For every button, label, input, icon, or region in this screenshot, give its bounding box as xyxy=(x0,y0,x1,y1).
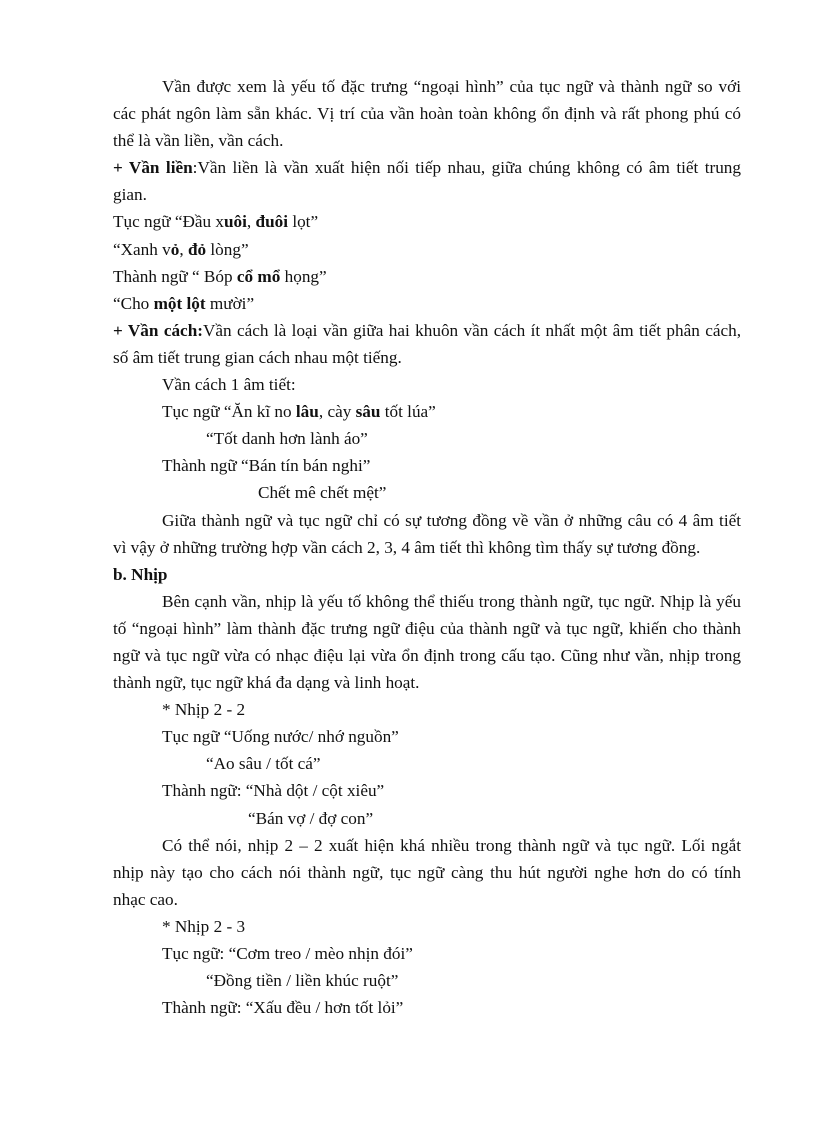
example-line: Thành ngữ: “Nhà dột / cột xiêu” xyxy=(162,781,385,801)
subheading-line: Vần cách 1 âm tiết: xyxy=(162,375,296,395)
example-line: Thành ngữ “Bán tín bán nghi” xyxy=(162,456,371,476)
example-line: Tục ngữ “Uống nước/ nhớ nguồn” xyxy=(162,727,399,747)
paragraph-line: các phát ngôn làm sẵn khác. Vị trí của vần hoàn toàn không ổn định và rất phong phú có xyxy=(113,104,741,124)
van-cach-definition: + Vần cách:Vần cách là loại vần giữa hai khuôn vần cách ít nhất một âm tiết phân cách, xyxy=(113,320,742,340)
example-line: Thành ngữ: “Xấu đều / hơn tốt lỏi” xyxy=(162,998,404,1018)
paragraph-line: nhịp này tạo cho cách nói thành ngữ, tục ngữ càng thu hút người nghe hơn do có tính xyxy=(113,862,741,882)
paragraph-line: thành ngữ, tục ngữ khá đa dạng và linh hoạt. xyxy=(113,673,420,693)
paragraph-line: ngữ và tục ngữ vừa có nhạc điệu lại vừa ổn định trong cấu tạo. Cũng như vần, nhịp trong xyxy=(113,645,741,665)
example-line: “Xanh vỏ, đỏ lòng” xyxy=(113,239,249,259)
example-line: “Cho một lột mười” xyxy=(113,293,255,313)
section-heading: b. Nhịp xyxy=(113,564,168,584)
paragraph-line: số âm tiết trung gian cách nhau một tiếng. xyxy=(113,347,402,367)
example-line: “Ao sâu / tốt cá” xyxy=(206,754,321,774)
example-line: Tục ngữ: “Cơm treo / mèo nhịn đói” xyxy=(162,944,413,963)
paragraph-line: Vần được xem là yếu tố đặc trưng “ngoại hình” của tục ngữ và thành ngữ so với xyxy=(162,77,741,96)
paragraph-line: thể là vần liền, vần cách. xyxy=(113,131,284,151)
paragraph-line: vì vậy ở những trường hợp vần cách 2, 3, 4 âm tiết thì không tìm thấy sự tương đồng. xyxy=(113,537,701,557)
van-lien-definition: + Vần liền:Vần liền là vần xuất hiện nối tiếp nhau, giữa chúng không có âm tiết trung xyxy=(113,158,741,178)
example-line: Chết mê chết mệt” xyxy=(258,483,387,503)
example-line: “Bán vợ / đợ con” xyxy=(248,808,374,828)
paragraph-line: nhạc cao. xyxy=(113,889,178,909)
example-line: Tục ngữ “Ăn kĩ no lâu, cày sâu tốt lúa” xyxy=(162,402,436,422)
paragraph-line: Có thể nói, nhịp 2 – 2 xuất hiện khá nhiều trong thành ngữ và tục ngữ. Lối ngắt xyxy=(162,835,741,855)
paragraph-line: tố “ngoại hình” làm thành đặc trưng ngữ điệu của thành ngữ và tục ngữ, khiến cho thành xyxy=(113,618,741,638)
subheading-line: * Nhịp 2 - 2 xyxy=(162,700,246,720)
example-line: Thành ngữ “ Bóp cổ mổ họng” xyxy=(113,266,327,286)
example-line: “Tốt danh hơn lành áo” xyxy=(206,429,368,449)
paragraph-line: gian. xyxy=(113,185,147,205)
paragraph-line: Bên cạnh vần, nhịp là yếu tố không thể thiếu trong thành ngữ, tục ngữ. Nhịp là yếu xyxy=(162,591,741,611)
document-body xyxy=(113,73,741,1021)
van-cach-label: + Vần cách: xyxy=(113,320,203,340)
subheading-line: * Nhịp 2 - 3 xyxy=(162,916,246,936)
van-lien-label: + Vần liền xyxy=(113,158,193,178)
example-line: Tục ngữ “Đầu xuôi, đuôi lọt” xyxy=(113,212,319,232)
paragraph-line: Giữa thành ngữ và tục ngữ chỉ có sự tương đồng về vần ở những câu có 4 âm tiết xyxy=(162,510,741,530)
example-line: “Đồng tiền / liền khúc ruột” xyxy=(206,971,399,991)
